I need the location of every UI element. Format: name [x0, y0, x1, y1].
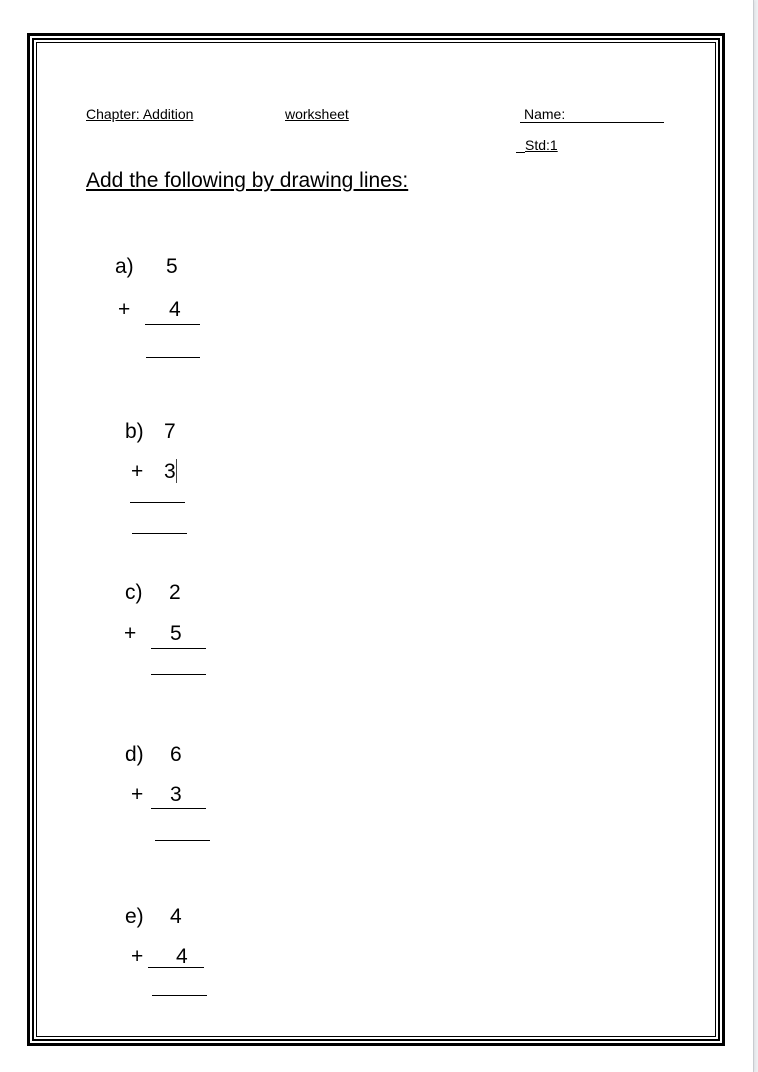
instruction-heading: Add the following by drawing lines:	[86, 169, 409, 192]
plus-sign: +	[118, 298, 131, 321]
problem-label: c)	[125, 581, 143, 604]
std-label: Std:1	[525, 137, 558, 153]
answer-line[interactable]	[155, 840, 210, 841]
answer-line[interactable]	[132, 533, 187, 534]
second-addend: 4	[169, 298, 181, 321]
answer-line[interactable]	[151, 674, 206, 675]
second-addend: 3	[170, 783, 182, 806]
sum-line	[130, 502, 185, 503]
answer-line[interactable]	[146, 357, 200, 358]
problem-label: e)	[125, 905, 144, 928]
first-addend: 4	[170, 905, 182, 928]
chapter-title: Chapter: Addition	[86, 106, 194, 122]
std-underline-lead	[516, 152, 525, 153]
second-addend: 3	[164, 460, 176, 483]
second-addend: 4	[176, 945, 188, 968]
problem-label: d)	[125, 743, 144, 766]
first-addend: 5	[166, 255, 178, 278]
text-cursor	[176, 459, 177, 483]
problem-label: a)	[115, 255, 134, 278]
plus-sign: +	[131, 460, 144, 483]
sum-line	[145, 324, 200, 325]
name-blank-line	[520, 122, 664, 123]
worksheet-label: worksheet	[285, 106, 349, 122]
problem-label: b)	[125, 420, 144, 443]
answer-line[interactable]	[152, 995, 207, 996]
first-addend: 7	[164, 420, 176, 443]
first-addend: 6	[170, 743, 182, 766]
first-addend: 2	[169, 581, 181, 604]
sum-line	[148, 967, 204, 968]
sum-line	[151, 648, 206, 649]
plus-sign: +	[131, 945, 144, 968]
sum-line	[151, 808, 206, 809]
name-label: Name:	[524, 106, 566, 122]
plus-sign: +	[131, 783, 144, 806]
plus-sign: +	[124, 622, 137, 645]
second-addend: 5	[170, 622, 182, 645]
